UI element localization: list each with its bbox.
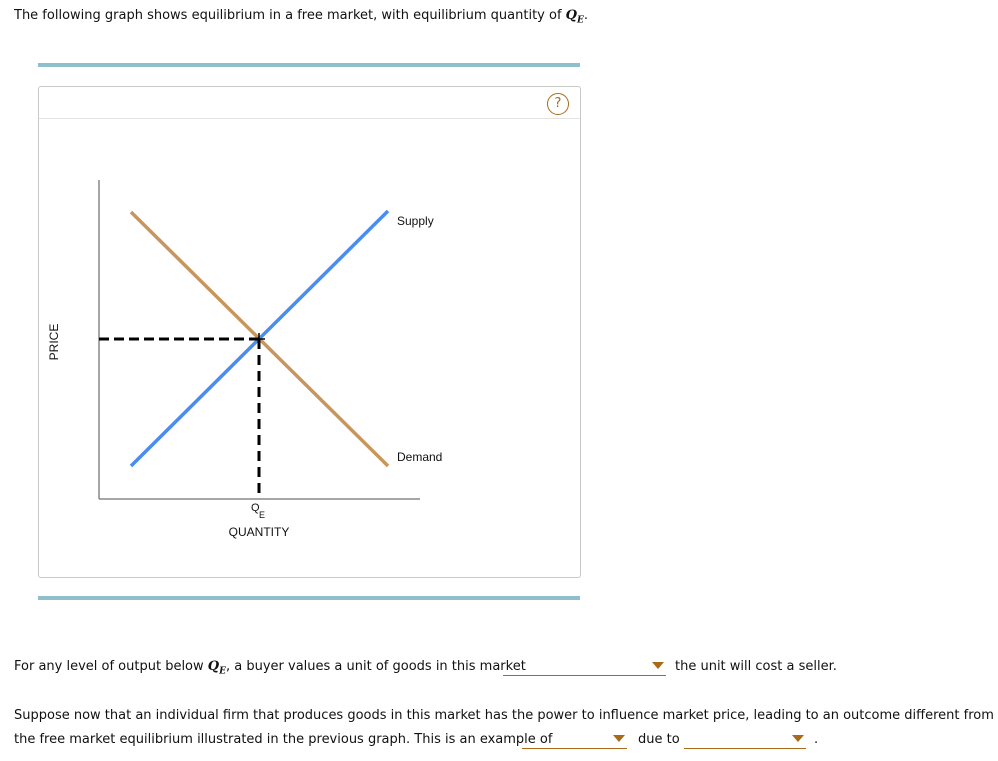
qe-symbol: $Q_E$ bbox=[565, 8, 584, 26]
question-2-line-2: the free market equilibrium illustrated in the previous graph. This is an example of bbox=[14, 732, 553, 747]
intro-text: The following graph shows equilibrium in a free market, with equilibrium quantity of $Q_E$. bbox=[14, 8, 589, 26]
value-comparison-dropdown[interactable] bbox=[503, 657, 666, 676]
graph-panel bbox=[38, 86, 581, 578]
chevron-down-icon bbox=[792, 735, 804, 742]
supply-label: Supply bbox=[397, 214, 434, 228]
bottom-divider bbox=[38, 596, 580, 600]
question-2-line-1: Suppose now that an individual firm that produces goods in this market has the power to influence market price, leading to an outcome different from bbox=[14, 708, 994, 723]
question-1: For any level of output below $Q_E$, a buyer values a unit of goods in this market bbox=[14, 659, 526, 677]
y-axis-label: PRICE bbox=[47, 323, 61, 361]
question-1-end: the unit will cost a seller. bbox=[675, 659, 837, 674]
cause-dropdown[interactable] bbox=[684, 730, 806, 749]
question-mark-icon: ? bbox=[554, 96, 562, 111]
due-to-text: due to bbox=[638, 732, 680, 747]
qe-tick-label: Q bbox=[251, 502, 260, 514]
chevron-down-icon bbox=[652, 662, 664, 669]
sentence-end: . bbox=[814, 732, 819, 747]
chevron-down-icon bbox=[613, 735, 625, 742]
qe-symbol-q1: $Q_E$ bbox=[207, 659, 226, 677]
top-divider bbox=[38, 63, 580, 67]
qe-tick-sub: E bbox=[259, 510, 266, 520]
market-outcome-dropdown[interactable] bbox=[522, 730, 627, 749]
demand-label: Demand bbox=[397, 450, 443, 464]
equilibrium-graph bbox=[39, 87, 580, 577]
x-axis-label: QUANTITY bbox=[228, 525, 290, 539]
